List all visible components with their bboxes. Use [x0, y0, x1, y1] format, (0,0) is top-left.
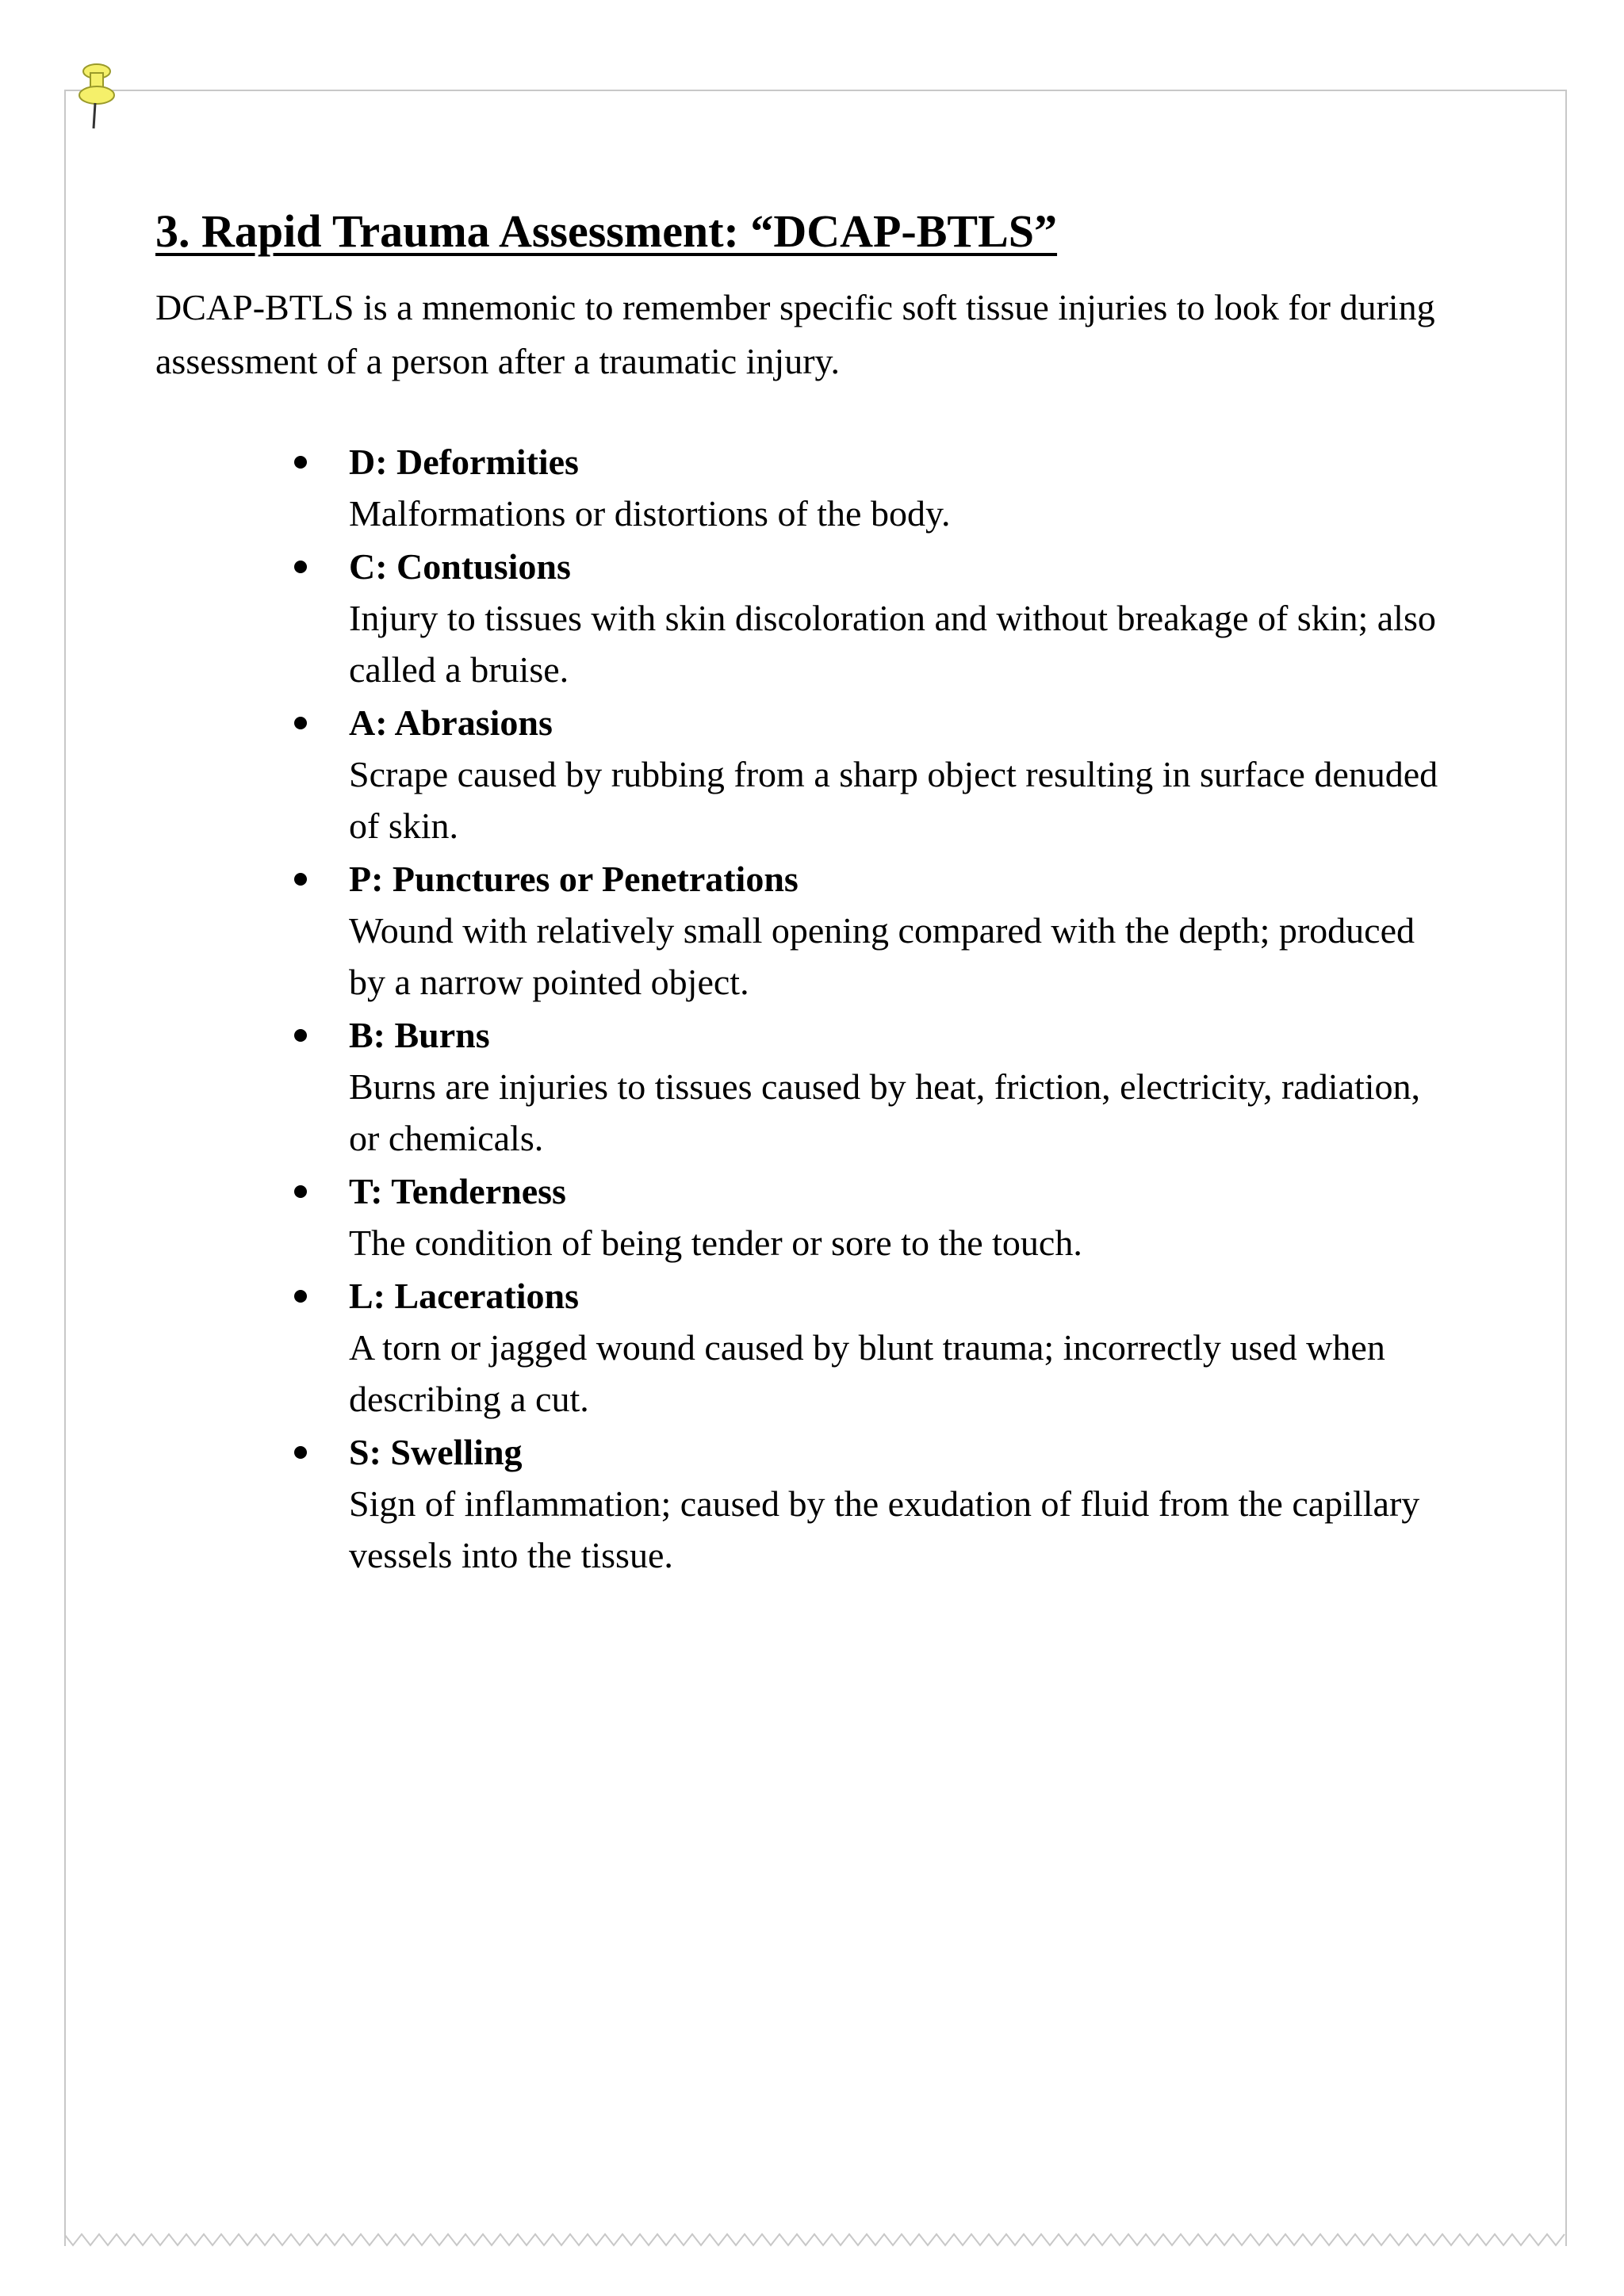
intro-paragraph: DCAP-BTLS is a mnemonic to remember specific soft tissue injuries to look for during assessment of a person after a traumatic injury.: [155, 287, 1435, 381]
item-term: L: Lacerations: [349, 1276, 580, 1316]
item-description: Injury to tissues with skin discoloration and without breakage of skin; also called a bruise.: [349, 598, 1436, 690]
item-description: A torn or jagged wound caused by blunt trauma; incorrectly used when describing a cut.: [349, 1327, 1385, 1419]
item-term: B: Burns: [349, 1015, 490, 1055]
item-term: P: Punctures or Penetrations: [349, 859, 799, 899]
bullet-icon: [294, 456, 307, 469]
item-description: Malformations or distortions of the body.: [349, 493, 951, 534]
item-description: Burns are injuries to tissues caused by heat, friction, electricity, radiation, or chemicals.: [349, 1066, 1421, 1158]
list-item: [155, 1426, 1456, 1581]
bullet-icon: [294, 873, 307, 886]
bullet-icon: [294, 1446, 307, 1459]
bullet-icon: [294, 1185, 307, 1198]
page-title: 3. Rapid Trauma Assessment: “DCAP-BTLS”: [155, 205, 1058, 257]
document-content: [155, 198, 1456, 1582]
item-term: T: Tenderness: [349, 1171, 566, 1211]
item-description: Wound with relatively small opening compared with the depth; produced by a narrow pointed object.: [349, 910, 1415, 1002]
item-term: D: Deformities: [349, 442, 579, 482]
list-item: [155, 697, 1456, 851]
torn-page-edge: [64, 2229, 1567, 2253]
item-term: A: Abrasions: [349, 702, 553, 743]
bullet-icon: [294, 561, 307, 573]
bullet-icon: [294, 1029, 307, 1042]
bullet-icon: [294, 717, 307, 729]
list-item: [155, 1009, 1456, 1164]
list-item: [155, 436, 1456, 539]
list-item: [155, 1270, 1456, 1425]
item-term: S: Swelling: [349, 1432, 523, 1472]
item-term: C: Contusions: [349, 546, 571, 587]
list-item: [155, 1165, 1456, 1269]
item-description: Sign of inflammation; caused by the exudation of fluid from the capillary vessels into the tissue.: [349, 1483, 1420, 1575]
list-item: [155, 853, 1456, 1008]
bullet-icon: [294, 1290, 307, 1303]
item-description: Scrape caused by rubbing from a sharp object resulting in surface denuded of skin.: [349, 754, 1438, 846]
item-description: The condition of being tender or sore to the touch.: [349, 1223, 1082, 1263]
dcap-btls-list: [155, 436, 1456, 1581]
list-item: [155, 541, 1456, 695]
pushpin-icon: [73, 62, 117, 135]
